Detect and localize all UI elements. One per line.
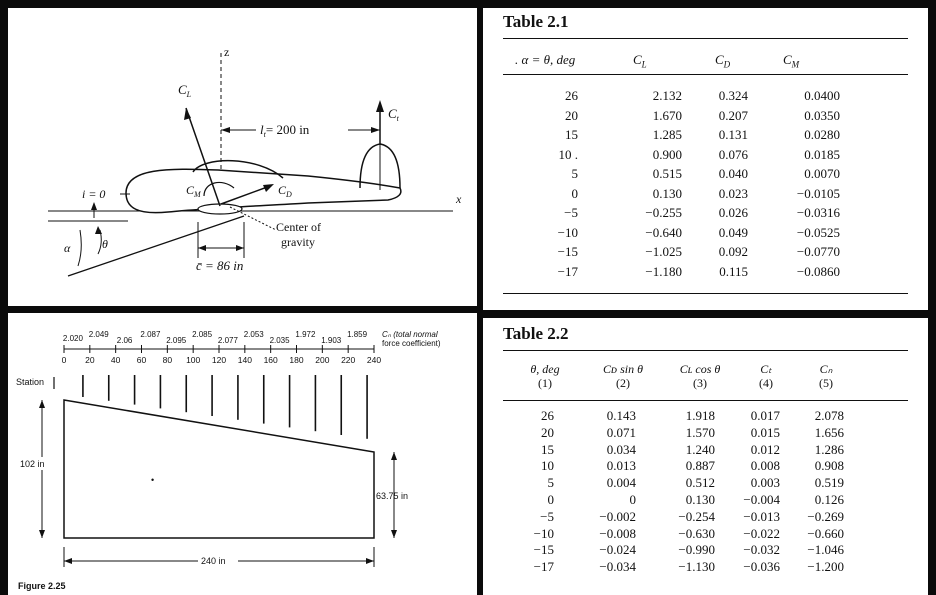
table-2-1-cell: 0.0350 <box>804 107 840 123</box>
table-2-1-cell: 1.285 <box>652 127 682 142</box>
cn-value: 2.053 <box>243 330 264 339</box>
table-2-2-cell: −0.013 <box>743 508 780 524</box>
station-value: 40 <box>110 355 121 365</box>
lt-dimension: $l_t= 200$ in <box>260 122 310 139</box>
station-value: 20 <box>85 355 95 365</box>
figure-caption: Figure 2.25 <box>18 581 66 591</box>
table-2-1-top-rule <box>503 38 908 39</box>
table-2-1-cell: 2.132 <box>652 88 682 103</box>
table-2-2-cell: −0.630 <box>678 525 715 541</box>
table-2-1-cell: 0.026 <box>718 205 748 220</box>
aircraft-force-diagram <box>8 8 477 306</box>
cn-legend-line2: force coefficient) <box>382 339 441 348</box>
table-2-2-cell: 0 <box>629 492 636 507</box>
table-2-1-title: Table 2.1 <box>503 12 569 31</box>
table-2-2-cell: −10 <box>533 525 554 541</box>
table-2-2-cell: −5 <box>540 508 554 524</box>
table-2-2-cell: 0.130 <box>685 492 715 507</box>
table-2-2-cell: 0.519 <box>814 475 844 491</box>
table-2-2-header-number: (3) <box>693 376 707 390</box>
table-2-2-cell: −0.024 <box>599 542 636 558</box>
station-value: 200 <box>315 355 330 365</box>
table-2-1-cell: −0.640 <box>645 224 682 240</box>
table-2-1-cell: 0.130 <box>652 185 682 201</box>
table-2-2-cell: 1.918 <box>685 408 715 423</box>
table-2-2-header-cell <box>505 362 585 390</box>
table-2-1-cell: 0.049 <box>718 224 748 240</box>
figure-2-25-wing-planform <box>8 313 477 595</box>
table-2-2-cell: 0.003 <box>750 475 780 491</box>
span-label: 240 in <box>201 556 226 566</box>
table-2-1-cell: −0.255 <box>645 205 682 220</box>
station-value: 240 <box>366 355 382 365</box>
table-2-1-cell: 20 <box>565 107 578 123</box>
table-2-1-header-cm: $C_M$ <box>783 52 800 70</box>
tip-chord-label: 63.75 in <box>376 491 409 501</box>
cg-label-line2: gravity <box>281 235 315 249</box>
table-2-1-cell: 26 <box>565 88 578 103</box>
table-2-1-cell: 0.115 <box>719 263 748 279</box>
wing-planform-svg <box>8 313 477 595</box>
table-2-2-cell: 0.015 <box>750 424 780 440</box>
incidence-label: i = 0 <box>82 187 106 201</box>
cn-value: 2.085 <box>192 330 213 339</box>
table-2-1-cell: −17 <box>557 263 578 279</box>
station-value: 160 <box>263 355 278 365</box>
table-2-2-header-label: Cʟ cos θ <box>679 362 721 376</box>
station-value: 80 <box>162 355 173 365</box>
station-value: 60 <box>136 355 147 365</box>
station-label: Station <box>16 377 45 387</box>
table-2-2-cell: −0.660 <box>807 525 844 541</box>
table-2-2-cell: 15 <box>541 441 554 457</box>
table-2-1-cell: −1.025 <box>645 244 682 259</box>
cn-value: 2.020 <box>62 334 83 343</box>
table-2-2-cell: 0.008 <box>750 458 780 474</box>
station-value: 100 <box>186 355 201 365</box>
table-2-1-cell: −0.0316 <box>796 205 840 220</box>
table-2-2-cell: −0.036 <box>743 559 780 575</box>
table-2-1-cell: 15 <box>565 127 578 142</box>
table-2-2 <box>483 318 928 595</box>
table-2-2-cell: 20 <box>541 424 554 440</box>
table-2-1-header-cd: $C_D$ <box>715 52 731 70</box>
table-2-2-cell: 0.017 <box>750 408 780 423</box>
table-2-2-cell: 0.013 <box>606 458 636 474</box>
cd-label: $C_D$ <box>278 183 292 199</box>
cn-value: 2.035 <box>269 336 290 345</box>
table-2-2-cell: 1.240 <box>685 441 715 457</box>
table-2-2-cell: −0.022 <box>743 525 780 541</box>
station-value: 120 <box>211 355 227 365</box>
table-2-1-cell: 0.023 <box>718 185 748 201</box>
theta-label: θ <box>102 237 108 251</box>
cn-value-labels <box>63 330 368 345</box>
table-2-2-cell: 1.570 <box>685 424 715 440</box>
table-2-2-cell: 0.512 <box>685 475 715 491</box>
cg-label-line1: Center of <box>276 220 321 234</box>
aircraft-diagram-svg <box>8 8 477 306</box>
cn-value: 2.095 <box>166 336 187 345</box>
wing-mark: • <box>151 475 155 485</box>
table-2-1-cell: −0.0525 <box>796 224 840 240</box>
table-2-1-cell: 0.900 <box>652 146 682 162</box>
x-axis-label: x <box>456 192 462 206</box>
table-2-2-cell: −1.130 <box>678 559 715 575</box>
table-2-1-header-cl: $C_L$ <box>633 52 647 70</box>
table-2-1-cell: 0.324 <box>718 88 748 103</box>
table-2-1-cell: 5 <box>571 166 578 181</box>
table-2-2-header-label: Cᴅ sin θ <box>602 362 643 376</box>
table-2-1-cell: 1.670 <box>652 107 682 123</box>
table-2-2-cell: −0.254 <box>678 508 715 524</box>
table-2-2-title: Table 2.2 <box>503 324 569 343</box>
station-value: 0 <box>61 355 67 365</box>
table-2-1-cell: 10 . <box>558 146 578 162</box>
cn-value: 2.087 <box>140 330 161 339</box>
table-2-1-cell: 0.092 <box>718 244 748 259</box>
cn-value: 1.903 <box>321 336 342 345</box>
table-2-2-header-number: (1) <box>538 376 552 390</box>
table-2-2-cell: −0.269 <box>807 508 844 524</box>
table-2-2-header-number: (2) <box>616 376 630 390</box>
cm-label: $C_M$ <box>186 183 201 199</box>
cl-label: $C_L$ <box>178 82 192 99</box>
cn-value: 1.859 <box>347 330 368 339</box>
root-chord-label: 102 in <box>20 459 45 469</box>
table-2-1-cell: −0.0860 <box>796 263 840 279</box>
table-2-2-cell: 0.887 <box>685 458 715 474</box>
station-labels <box>62 355 382 365</box>
table-2-1 <box>483 8 928 310</box>
table-2-2-cell: 1.286 <box>814 441 844 457</box>
table-2-1-bottom-rule <box>503 293 908 294</box>
table-2-2-cell: −1.046 <box>807 542 844 558</box>
table-2-2-cell: 0.034 <box>606 441 636 457</box>
table-2-2-header-label: θ, deg <box>530 362 560 376</box>
table-2-2-cell: 0.071 <box>606 424 636 440</box>
table-2-2-cell: 10 <box>541 458 554 474</box>
table-2-2-header-rule <box>503 400 908 401</box>
cn-value: 1.972 <box>295 330 316 339</box>
z-axis-label: z <box>224 45 230 59</box>
table-2-2-header-label: Cₙ <box>819 362 833 376</box>
table-2-2-cell: −0.002 <box>599 508 636 524</box>
table-2-1-cell: 0.0400 <box>804 88 840 103</box>
table-2-2-cell: 26 <box>541 408 554 423</box>
table-2-2-cell: 0.004 <box>606 475 636 491</box>
table-2-2-header-number: (4) <box>759 376 773 390</box>
cn-value: 2.06 <box>116 336 133 345</box>
table-2-1-cell: −0.0105 <box>796 185 840 201</box>
cn-value: 2.077 <box>217 336 238 345</box>
table-2-1-header-rule <box>503 74 908 75</box>
table-2-2-top-rule <box>503 350 908 351</box>
station-value: 220 <box>341 355 356 365</box>
table-2-2-cell: −17 <box>533 559 554 575</box>
table-2-1-cell: 0.207 <box>718 107 748 123</box>
chord-dimension: c̄ = 86 in <box>196 258 244 273</box>
table-2-2-cell: −1.200 <box>807 559 844 575</box>
table-2-1-cell: 0 <box>571 185 578 201</box>
table-2-1-header-alpha: . α = θ, deg <box>515 52 576 67</box>
table-2-2-header-cell <box>786 362 866 390</box>
table-2-2-header-label: Cₜ <box>760 362 772 376</box>
table-2-2-cell: 5 <box>547 475 554 491</box>
table-2-2-cell: 0 <box>547 492 554 507</box>
table-2-2-header-number: (5) <box>819 376 833 390</box>
table-2-2-cell: −0.008 <box>599 525 636 541</box>
station-value: 180 <box>289 355 304 365</box>
table-2-1-cell: 0.076 <box>718 146 748 162</box>
table-2-1-cell: −10 <box>557 224 578 240</box>
alpha-label: α <box>64 241 71 255</box>
table-2-2-cell: −0.034 <box>599 559 636 575</box>
fuselage <box>126 169 401 212</box>
station-value: 140 <box>237 355 252 365</box>
table-2-1-cell: −0.0770 <box>796 244 840 259</box>
table-2-2-cell: 0.143 <box>606 408 636 423</box>
table-2-2-cell: 2.078 <box>814 408 844 423</box>
table-2-1-cell: 0.515 <box>652 166 682 181</box>
table-2-1-cell: −15 <box>557 244 578 259</box>
table-2-2-cell: −15 <box>533 542 554 558</box>
table-2-2-cell: 0.908 <box>814 458 844 474</box>
table-2-2-cell: −0.032 <box>743 542 780 558</box>
table-2-1-cell: −1.180 <box>645 263 682 279</box>
wing-outline <box>64 400 374 538</box>
table-2-2-header-cell <box>583 362 663 390</box>
table-2-2-cell: 0.012 <box>750 441 780 457</box>
table-2-1-cell: 0.040 <box>718 166 748 181</box>
table-2-1-cell: 0.0280 <box>804 127 840 142</box>
table-2-2-cell: 0.126 <box>814 492 844 507</box>
cn-value: 2.049 <box>88 330 109 339</box>
cn-legend-line1: Cₙ (total normal <box>382 330 438 339</box>
table-2-1-cell: −5 <box>564 205 578 220</box>
ct-label: $C_t$ <box>388 106 399 123</box>
table-2-2-cell: −0.990 <box>678 542 715 558</box>
table-2-1-cell: 0.0185 <box>804 146 840 162</box>
table-2-2-cell: −0.004 <box>743 492 780 507</box>
table-2-2-cell: 1.656 <box>814 424 844 440</box>
table-2-1-cell: 0.131 <box>718 127 748 142</box>
table-2-1-cell: 0.0070 <box>804 166 840 181</box>
